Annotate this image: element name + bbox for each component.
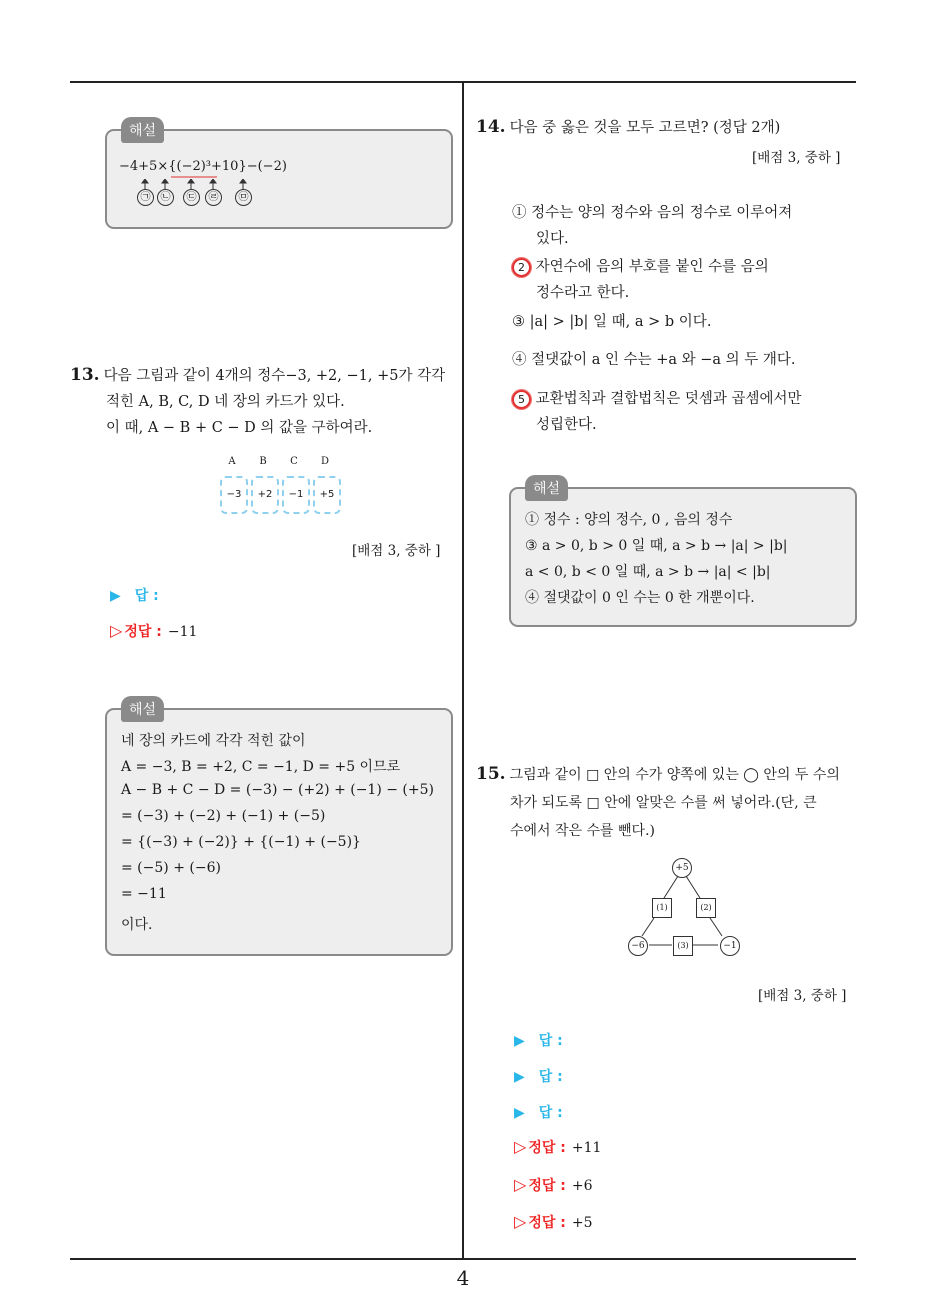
q15-correct-row-1	[514, 1137, 601, 1157]
q13-sol-line-5: = {(−3) + (−2)} + {(−1) + (−5)}	[121, 834, 361, 850]
q15-number: 15.	[476, 764, 506, 784]
box-2: (2)	[696, 898, 716, 918]
correct-label: 정답 :	[528, 1178, 566, 1194]
answer-label: 답 :	[538, 1033, 563, 1049]
q13-sol-line-1: 네 장의 카드에 각각 적힌 값이	[121, 733, 306, 749]
correct-label: 정답 :	[124, 624, 162, 640]
q13-sol-line-6: = (−5) + (−6)	[121, 860, 221, 876]
q13-number: 13.	[70, 365, 100, 385]
q14-choice-3[interactable]	[512, 309, 711, 335]
choice-4-line-1: 절댓값이 a 인 수는 +a 와 −a 의 두 개다.	[531, 352, 796, 368]
q13-score: [배점 3, 중하 ]	[352, 543, 441, 559]
q14-sol-line-3: a < 0, b < 0 일 때, a > b → |a| < |b|	[525, 564, 771, 580]
q12-marker-5: ㉤	[235, 189, 252, 206]
q13-sol-line-7: = −11	[121, 886, 167, 902]
node-top-circle: +5	[672, 858, 692, 878]
q12-expression: −4+5×{(−2)³+10}−(−2)	[119, 159, 287, 174]
q14-number: 14.	[476, 117, 506, 137]
correct-arrow-icon: ▷	[110, 621, 123, 640]
q13-solution-box	[105, 702, 453, 956]
q15-line-1: 그림과 같이 □ 안의 수가 양쪽에 있는 ◯ 안의 두 수의	[509, 767, 840, 783]
q15-correct-row-3	[514, 1212, 592, 1232]
q14-sol-line-2: ③ a > 0, b > 0 일 때, a > b → |a| > |b|	[525, 538, 788, 554]
q12-marker-arrows	[107, 179, 447, 191]
choice-1-line-2: 있다.	[536, 231, 569, 247]
correct-arrow-icon: ▷	[514, 1137, 527, 1156]
card-label-d: D	[320, 456, 330, 467]
answer-label: 답 :	[538, 1105, 563, 1121]
q13-sol-line-3: A − B + C − D = (−3) − (+2) + (−1) − (+5)	[121, 782, 434, 798]
choice-5-line-1: 교환법칙과 결합법칙은 덧셈과 곱셈에서만	[535, 391, 802, 407]
choice-2-line-2: 정수라고 한다.	[536, 285, 630, 301]
q14-sol-line-4: ④ 절댓값이 0 인 수는 0 한 개뿐이다.	[525, 590, 755, 606]
q13-sol-line-8: 이다.	[121, 917, 153, 933]
q15-triangle-diagram	[622, 856, 742, 960]
q12-marker-2: ㉡	[157, 189, 174, 206]
q15-correct-value-2: +6	[571, 1178, 593, 1194]
solution-tag: 해설	[121, 117, 164, 143]
q14-choice-1[interactable]	[512, 200, 792, 252]
q13-correct-row	[110, 621, 197, 641]
answer-arrow-icon: ▶	[514, 1069, 525, 1085]
q13-question	[70, 362, 460, 441]
node-right-circle: −1	[720, 936, 740, 956]
solution-tag: 해설	[121, 696, 164, 722]
answer-label: 답 :	[538, 1069, 563, 1085]
answer-arrow-icon: ▶	[110, 588, 121, 604]
q15-score: [배점 3, 중하 ]	[758, 988, 847, 1004]
choice-mark-2-circled: 2	[512, 258, 531, 277]
q13-cards	[220, 456, 350, 516]
q14-question	[476, 114, 856, 141]
q15-correct-row-2	[514, 1175, 592, 1195]
q15-line-2: 차가 되도록 □ 안에 알맞은 수를 써 넣어라.(단, 큰	[510, 795, 817, 811]
correct-label: 정답 :	[528, 1215, 566, 1231]
card-label-a: A	[228, 456, 236, 467]
card-label-b: B	[259, 456, 267, 467]
choice-mark-4: ④	[512, 352, 527, 368]
q15-correct-value-1: +11	[571, 1140, 602, 1156]
q14-choice-4[interactable]	[512, 347, 796, 373]
node-left-circle: −6	[628, 936, 648, 956]
choice-3-line-1: |a| > |b| 일 때, a > b 이다.	[529, 314, 712, 330]
card-b: +2	[251, 476, 279, 514]
page-number: 4	[456, 1266, 470, 1290]
q14-question-text: 다음 중 옳은 것을 모두 고르면? (정답 2개)	[509, 120, 781, 136]
card-label-c: C	[290, 456, 298, 467]
q15-correct-value-3: +5	[571, 1215, 593, 1231]
answer-arrow-icon: ▶	[514, 1105, 525, 1121]
q14-score: [배점 3, 중하 ]	[752, 150, 841, 166]
box-3: (3)	[673, 936, 693, 956]
column-divider	[462, 83, 464, 1259]
q13-line-3: 이 때, A − B + C − D 의 값을 구하여라.	[106, 420, 373, 436]
q12-marker-1: ㉠	[137, 189, 154, 206]
q14-sol-line-1: ① 정수 : 양의 정수, 0 , 음의 정수	[525, 512, 733, 528]
solution-tag: 해설	[525, 475, 568, 501]
q15-answer-row-2[interactable]	[514, 1066, 563, 1086]
correct-arrow-icon: ▷	[514, 1175, 527, 1194]
q12-marker-4: ㉣	[205, 189, 222, 206]
box-1: (1)	[652, 898, 672, 918]
bottom-rule	[70, 1258, 856, 1260]
card-a: −3	[220, 476, 248, 514]
q13-answer-row[interactable]	[110, 585, 159, 605]
q14-choice-5[interactable]	[512, 386, 802, 438]
correct-label: 정답 :	[528, 1140, 566, 1156]
q14-solution-box	[509, 481, 857, 627]
q15-answer-row-3[interactable]	[514, 1102, 563, 1122]
q14-choice-2[interactable]	[512, 254, 769, 306]
q12-solution-box	[105, 123, 453, 229]
correct-arrow-icon: ▷	[514, 1212, 527, 1231]
q13-sol-line-4: = (−3) + (−2) + (−1) + (−5)	[121, 808, 326, 824]
q15-answer-row-1[interactable]	[514, 1030, 563, 1050]
q15-line-3: 수에서 작은 수를 뺀다.)	[510, 823, 655, 839]
choice-1-line-1: 정수는 양의 정수와 음의 정수로 이루어져	[531, 205, 793, 221]
q13-sol-line-2: A = −3, B = +2, C = −1, D = +5 이므로	[121, 759, 401, 775]
choice-mark-1: ①	[512, 205, 527, 221]
q12-marker-3: ㉢	[183, 189, 200, 206]
choice-mark-5-circled: 5	[512, 390, 531, 409]
q13-line-1: 다음 그림과 같이 4개의 정수−3, +2, −1, +5가 각각	[103, 368, 446, 384]
q13-line-2: 적힌 A, B, C, D 네 장의 카드가 있다.	[106, 394, 345, 410]
card-c: −1	[282, 476, 310, 514]
q15-question	[476, 760, 861, 845]
choice-mark-3: ③	[512, 314, 525, 330]
q12-markers	[107, 179, 447, 209]
card-d: +5	[313, 476, 341, 514]
answer-arrow-icon: ▶	[514, 1033, 525, 1049]
answer-label: 답 :	[134, 588, 159, 604]
choice-5-line-2: 성립한다.	[536, 417, 597, 433]
choice-2-line-1: 자연수에 음의 부호를 붙인 수를 음의	[535, 259, 769, 275]
q13-correct-value: −11	[167, 624, 198, 640]
